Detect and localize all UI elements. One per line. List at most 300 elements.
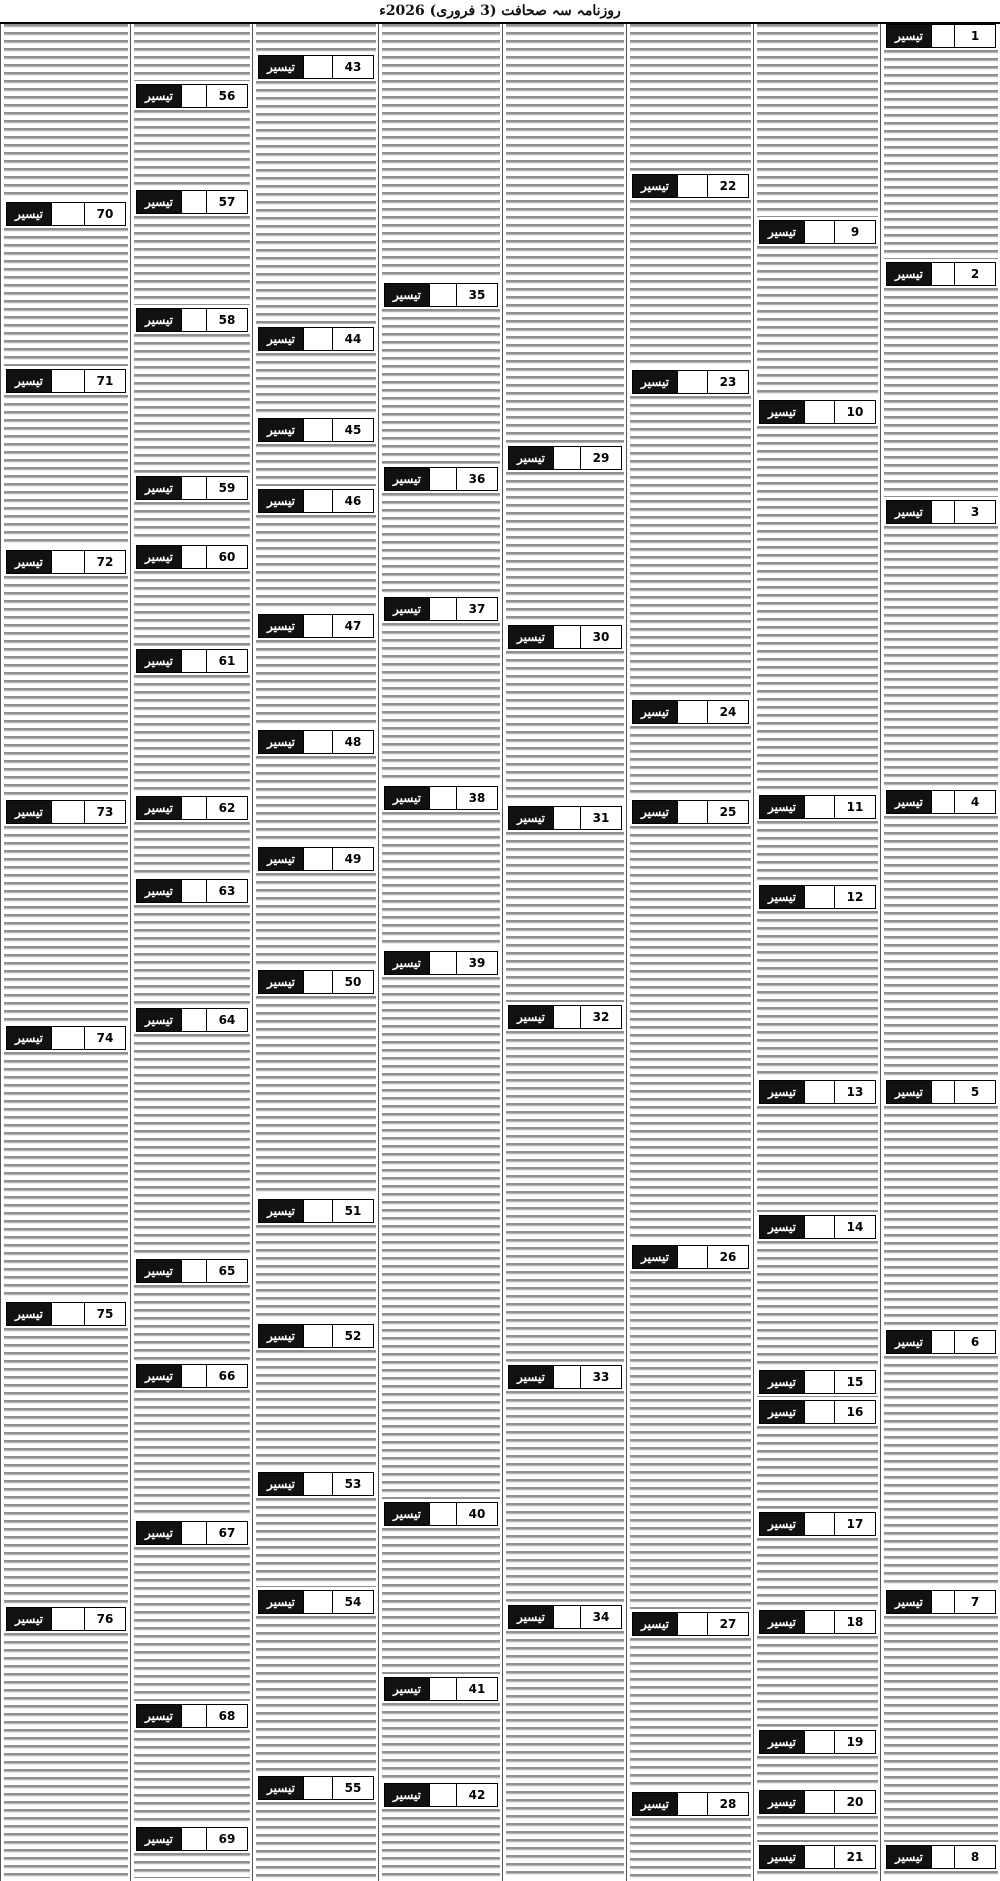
notice-number: 30 — [592, 630, 610, 644]
notice-item — [630, 1792, 751, 1878]
notice-item — [884, 500, 998, 787]
notice-item — [256, 1472, 376, 1587]
notice-number-box — [759, 1845, 876, 1869]
notice-box-spacer — [303, 971, 333, 993]
notice-number: 31 — [592, 811, 610, 825]
notice-label: تیسیر — [633, 371, 677, 393]
notice-number: 71 — [96, 374, 114, 388]
notice-item — [4, 202, 128, 366]
notice-label: تیسیر — [633, 1246, 677, 1268]
notice-item — [134, 476, 250, 542]
notice-box-spacer — [303, 1777, 333, 1799]
notice-number: 29 — [592, 451, 610, 465]
notice-box-spacer — [303, 419, 333, 441]
notice-label: تیسیر — [259, 56, 303, 78]
notice-body-text — [256, 444, 376, 486]
notice-body-text — [757, 24, 878, 217]
notice-number-box — [886, 1080, 996, 1104]
notice-label: تیسیر — [633, 1793, 677, 1815]
notice-label: تیسیر — [760, 1846, 804, 1868]
notice-box-spacer — [303, 490, 333, 512]
notice-number-box — [258, 489, 374, 513]
notice-label: تیسیر — [385, 598, 429, 620]
notice-body-text — [256, 81, 376, 324]
notice-number-box — [759, 1370, 876, 1394]
notice-number-box — [136, 308, 248, 332]
notice-number-box — [759, 1730, 876, 1754]
notice-body-text — [630, 1818, 751, 1878]
notice-item — [256, 418, 376, 486]
notice-number: 12 — [846, 890, 864, 904]
notice-item — [256, 970, 376, 1196]
notice-item — [134, 308, 250, 473]
notice-number-box — [258, 1590, 374, 1614]
notice-number: 66 — [218, 1369, 236, 1383]
notice-number-box — [384, 467, 498, 491]
notice-item — [884, 24, 998, 259]
notice-label: تیسیر — [887, 1331, 931, 1353]
notice-number: 76 — [96, 1612, 114, 1626]
notice-label: تیسیر — [259, 731, 303, 753]
notice-box-spacer — [553, 1606, 581, 1628]
notice-body-text — [256, 1498, 376, 1587]
notice-box-spacer — [303, 328, 333, 350]
notice-body-text — [757, 911, 878, 1077]
notice-box-spacer — [553, 626, 581, 648]
notice-number: 46 — [344, 494, 362, 508]
notice-item — [4, 369, 128, 547]
notice-label: تیسیر — [7, 1027, 51, 1049]
notice-box-spacer — [931, 791, 955, 813]
notice-body-text — [382, 977, 500, 1499]
notice-box-spacer — [181, 1260, 207, 1282]
notice-label: تیسیر — [509, 447, 553, 469]
notice-body-text — [134, 1547, 250, 1701]
notice-number-box — [6, 369, 126, 393]
notice-body-text — [256, 353, 376, 415]
notice-box-spacer — [429, 468, 457, 490]
notice-number-box — [136, 1704, 248, 1728]
notice-label: تیسیر — [259, 615, 303, 637]
notice-label: تیسیر — [760, 1401, 804, 1423]
notice-number-box — [136, 649, 248, 673]
notice-label: تیسیر — [887, 501, 931, 523]
notice-label: تیسیر — [509, 1006, 553, 1028]
notice-number-box — [508, 625, 622, 649]
notice-body-text — [4, 395, 128, 547]
notice-box-spacer — [931, 501, 955, 523]
notice-number: 7 — [970, 1595, 980, 1609]
notice-body-text — [256, 1802, 376, 1878]
notice-number: 55 — [344, 1781, 362, 1795]
notice-column-3 — [626, 24, 754, 1881]
notice-item — [757, 1730, 878, 1787]
notice-body-text — [4, 24, 128, 199]
notice-number-box — [136, 190, 248, 214]
notice-box-spacer — [804, 221, 835, 243]
notice-number: 5 — [970, 1085, 980, 1099]
notice-number: 23 — [719, 375, 737, 389]
notice-box-spacer — [181, 1365, 207, 1387]
notice-body-text — [134, 822, 250, 876]
notice-item — [630, 700, 751, 797]
notice-box-spacer — [181, 1705, 207, 1727]
notice-number-box — [632, 370, 749, 394]
notice-item — [757, 1080, 878, 1212]
notice-number-box — [136, 1008, 248, 1032]
notice-label: تیسیر — [385, 1784, 429, 1806]
notice-box-spacer — [51, 203, 85, 225]
notice-number: 40 — [468, 1507, 486, 1521]
notice-number: 72 — [96, 555, 114, 569]
notice-number: 49 — [344, 852, 362, 866]
notice-body-text — [382, 493, 500, 594]
notice-item — [630, 174, 751, 367]
notice-item — [4, 550, 128, 797]
notice-box-spacer — [677, 175, 708, 197]
notice-label: تیسیر — [137, 1009, 181, 1031]
notice-item — [134, 879, 250, 1005]
notice-box-spacer — [51, 551, 85, 573]
notice-number-box — [384, 786, 498, 810]
notice-label: تیسیر — [7, 370, 51, 392]
notice-column-5 — [378, 24, 503, 1881]
notice-box-spacer — [303, 731, 333, 753]
notice-label: تیسیر — [259, 1473, 303, 1495]
notice-number-box — [508, 1605, 622, 1629]
notice-item — [382, 951, 500, 1499]
notice-body-text — [630, 24, 751, 171]
notice-box-spacer — [181, 191, 207, 213]
notice-box-spacer — [51, 1608, 85, 1630]
notice-number-box — [6, 1302, 126, 1326]
notice-column-2 — [753, 24, 881, 1881]
notice-body-text — [134, 1730, 250, 1824]
notice-label: تیسیر — [137, 191, 181, 213]
notice-number: 34 — [592, 1610, 610, 1624]
notice-label: تیسیر — [509, 1366, 553, 1388]
notice-label: تیسیر — [887, 791, 931, 813]
notice-body-text — [757, 1816, 878, 1842]
notice-box-spacer — [931, 1331, 955, 1353]
notice-item — [382, 283, 500, 464]
notice-number: 32 — [592, 1010, 610, 1024]
notice-item — [630, 800, 751, 1242]
notice-label: تیسیر — [760, 1216, 804, 1238]
notice-item — [757, 400, 878, 792]
notice-box-spacer — [303, 1200, 333, 1222]
notice-item — [256, 614, 376, 727]
notice-label: تیسیر — [137, 880, 181, 902]
notice-number-box — [759, 1790, 876, 1814]
notice-item — [884, 1330, 998, 1587]
notice-number: 64 — [218, 1013, 236, 1027]
notice-number: 11 — [846, 800, 864, 814]
notice-item — [256, 327, 376, 415]
notice-number-box — [258, 730, 374, 754]
notice-body-text — [382, 1809, 500, 1878]
notice-number: 26 — [719, 1250, 737, 1264]
notice-item — [134, 1259, 250, 1361]
notice-body-text — [757, 1756, 878, 1787]
notice-number: 41 — [468, 1682, 486, 1696]
notice-box-spacer — [931, 1081, 955, 1103]
notice-item — [884, 790, 998, 1077]
notice-number: 20 — [846, 1795, 864, 1809]
notice-body-text — [134, 1285, 250, 1361]
notice-label: تیسیر — [259, 1591, 303, 1613]
notice-body-text — [134, 905, 250, 1005]
notice-number-box — [886, 1845, 996, 1869]
notice-number: 69 — [218, 1832, 236, 1846]
notice-item — [134, 84, 250, 187]
notice-label: تیسیر — [137, 797, 181, 819]
notice-item — [4, 800, 128, 1023]
notice-item — [4, 1607, 128, 1878]
notice-number-box — [632, 1612, 749, 1636]
notice-number: 45 — [344, 423, 362, 437]
notice-number: 50 — [344, 975, 362, 989]
notice-box-spacer — [429, 787, 457, 809]
notice-column-4 — [502, 24, 627, 1881]
notice-number: 61 — [218, 654, 236, 668]
notice-label: تیسیر — [385, 284, 429, 306]
notice-box-spacer — [303, 1325, 333, 1347]
notice-body-text — [630, 1271, 751, 1609]
notice-body-text — [884, 816, 998, 1077]
notice-body-text — [134, 1853, 250, 1878]
notice-label: تیسیر — [7, 203, 51, 225]
notice-number: 10 — [846, 405, 864, 419]
notice-box-spacer — [181, 1828, 207, 1850]
notice-box-spacer — [429, 1503, 457, 1525]
notice-item — [256, 1324, 376, 1469]
notice-box-spacer — [51, 1303, 85, 1325]
notice-body-text — [134, 502, 250, 542]
notice-label: تیسیر — [887, 1081, 931, 1103]
notice-number: 13 — [846, 1085, 864, 1099]
notice-number-box — [258, 55, 374, 79]
notice-number-box — [384, 597, 498, 621]
notice-body-text — [134, 334, 250, 473]
notice-body-text — [382, 1528, 500, 1674]
notice-item — [757, 885, 878, 1077]
notice-number: 6 — [970, 1335, 980, 1349]
notice-item — [134, 649, 250, 793]
notice-box-spacer — [804, 1791, 835, 1813]
notice-column-7 — [130, 24, 253, 1881]
notice-label: تیسیر — [137, 477, 181, 499]
notice-number-box — [136, 1521, 248, 1545]
notice-body-text — [4, 228, 128, 366]
notice-box-spacer — [303, 615, 333, 637]
notice-item — [884, 1590, 998, 1842]
notice-number-box — [384, 283, 498, 307]
notice-box-spacer — [429, 952, 457, 974]
notice-body-text — [256, 515, 376, 611]
notice-item — [134, 545, 250, 646]
notice-number: 16 — [846, 1405, 864, 1419]
notice-label: تیسیر — [633, 175, 677, 197]
notice-box-spacer — [931, 263, 955, 285]
notice-number-box — [136, 879, 248, 903]
notice-body-text — [256, 1225, 376, 1321]
notice-number-box — [508, 1005, 622, 1029]
notice-box-spacer — [181, 85, 207, 107]
notice-body-text — [630, 1638, 751, 1789]
notice-text-continued — [630, 24, 751, 171]
newspaper-header — [0, 0, 1000, 24]
notice-body-text — [757, 1636, 878, 1727]
notice-label: تیسیر — [259, 971, 303, 993]
notice-number-box — [136, 1259, 248, 1283]
notice-item — [757, 1512, 878, 1607]
notice-number: 24 — [719, 705, 737, 719]
notice-number-box — [886, 500, 996, 524]
notice-box-spacer — [804, 1731, 835, 1753]
notice-number-box — [886, 790, 996, 814]
notice-number: 3 — [970, 505, 980, 519]
notice-label: تیسیر — [137, 1705, 181, 1727]
notice-body-text — [134, 216, 250, 305]
notice-number-box — [508, 446, 622, 470]
notice-text-continued — [506, 24, 624, 443]
notice-number-box — [759, 1215, 876, 1239]
notice-number: 9 — [850, 225, 860, 239]
notice-label: تیسیر — [259, 1325, 303, 1347]
notice-box-spacer — [181, 880, 207, 902]
notice-number: 27 — [719, 1617, 737, 1631]
notice-box-spacer — [804, 1401, 835, 1423]
notice-body-text — [134, 675, 250, 793]
notice-number: 74 — [96, 1031, 114, 1045]
notice-item — [4, 1302, 128, 1604]
notice-box-spacer — [181, 309, 207, 331]
notice-number: 44 — [344, 332, 362, 346]
notice-item — [506, 1605, 624, 1878]
notice-number: 73 — [96, 805, 114, 819]
notice-box-spacer — [181, 1009, 207, 1031]
notice-label: تیسیر — [137, 1260, 181, 1282]
notice-label: تیسیر — [7, 801, 51, 823]
notice-box-spacer — [51, 1027, 85, 1049]
notice-item — [884, 1080, 998, 1327]
notice-label: تیسیر — [137, 85, 181, 107]
notice-column-8 — [0, 24, 131, 1881]
notice-item — [382, 786, 500, 948]
notice-label: تیسیر — [259, 419, 303, 441]
notice-body-text — [382, 623, 500, 783]
notice-number: 67 — [218, 1526, 236, 1540]
notice-number: 35 — [468, 288, 486, 302]
notice-box-spacer — [931, 1591, 955, 1613]
notice-item — [506, 806, 624, 1002]
notice-box-spacer — [553, 807, 581, 829]
notice-box-spacer — [303, 1473, 333, 1495]
notice-box-spacer — [931, 1846, 955, 1868]
notice-label: تیسیر — [385, 787, 429, 809]
notice-number-box — [632, 1792, 749, 1816]
notice-item — [757, 1370, 878, 1397]
notice-label: تیسیر — [259, 1777, 303, 1799]
notice-label: تیسیر — [760, 221, 804, 243]
notice-label: تیسیر — [509, 807, 553, 829]
notice-item — [382, 467, 500, 594]
notice-number-box — [759, 400, 876, 424]
notice-number-box — [136, 1364, 248, 1388]
notice-box-spacer — [181, 1522, 207, 1544]
notice-body-text — [134, 1390, 250, 1518]
notice-body-text — [884, 288, 998, 497]
notice-box-spacer — [804, 401, 835, 423]
notice-label: تیسیر — [7, 551, 51, 573]
notice-item — [382, 1502, 500, 1674]
notice-body-text — [134, 24, 250, 81]
notice-item — [134, 1008, 250, 1256]
notice-body-text — [884, 1106, 998, 1327]
notice-label: تیسیر — [385, 468, 429, 490]
notice-item — [630, 1612, 751, 1789]
notice-text-continued — [134, 24, 250, 81]
notice-body-text — [506, 1031, 624, 1362]
notice-body-text — [382, 309, 500, 464]
notice-label: تیسیر — [760, 1731, 804, 1753]
notice-label: تیسیر — [633, 701, 677, 723]
notice-number: 63 — [218, 884, 236, 898]
notice-text-continued — [382, 24, 500, 280]
notice-body-text — [884, 1871, 998, 1878]
notice-body-text — [757, 821, 878, 882]
notice-label: تیسیر — [633, 801, 677, 823]
notice-body-text — [757, 1426, 878, 1509]
notice-number-box — [258, 970, 374, 994]
notice-body-text — [134, 571, 250, 646]
notice-label: تیسیر — [760, 1791, 804, 1813]
notice-number: 2 — [970, 267, 980, 281]
notice-item — [256, 730, 376, 844]
notice-number-box — [759, 220, 876, 244]
notice-body-text — [256, 873, 376, 967]
notice-number: 14 — [846, 1220, 864, 1234]
notice-number-box — [6, 1607, 126, 1631]
notice-number-box — [886, 24, 996, 48]
notice-number-box — [886, 1330, 996, 1354]
notice-label: تیسیر — [760, 1513, 804, 1535]
notice-number: 15 — [846, 1375, 864, 1389]
notice-number-box — [136, 476, 248, 500]
notice-box-spacer — [51, 801, 85, 823]
notice-box-spacer — [181, 797, 207, 819]
notice-body-text — [4, 1328, 128, 1604]
notice-body-text — [4, 576, 128, 797]
notice-number-box — [384, 1502, 498, 1526]
notice-body-text — [134, 110, 250, 187]
notice-item — [134, 1704, 250, 1824]
notice-number: 33 — [592, 1370, 610, 1384]
notice-item — [757, 1215, 878, 1367]
notice-number-box — [384, 1677, 498, 1701]
notice-label: تیسیر — [760, 1371, 804, 1393]
notice-item — [506, 1005, 624, 1362]
notice-box-spacer — [51, 370, 85, 392]
notice-box-spacer — [804, 1611, 835, 1633]
notice-number: 36 — [468, 472, 486, 486]
notice-label: تیسیر — [385, 1503, 429, 1525]
notice-body-text — [757, 1396, 878, 1397]
notice-number: 22 — [719, 179, 737, 193]
notice-box-spacer — [553, 1366, 581, 1388]
notice-label: تیسیر — [7, 1608, 51, 1630]
